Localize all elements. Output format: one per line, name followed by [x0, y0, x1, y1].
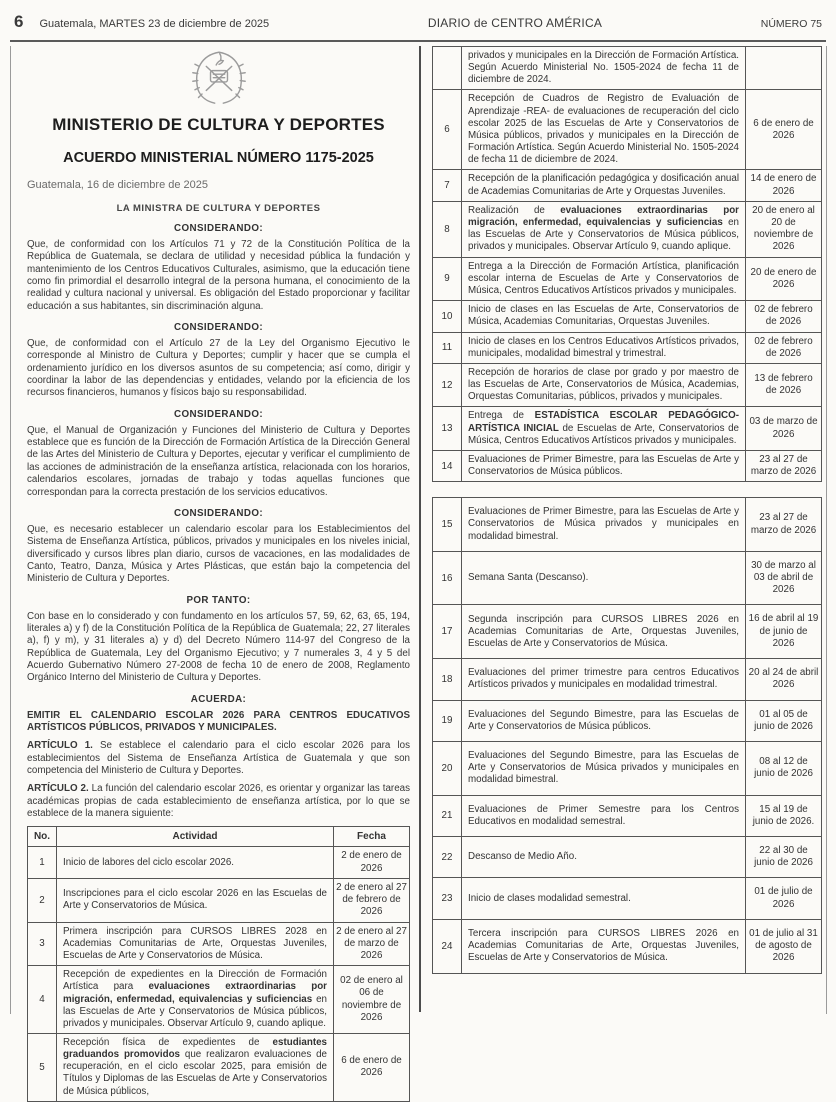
cell-no: 12	[433, 364, 462, 407]
calendar-table-left	[27, 826, 410, 1101]
cell-activity: Recepción de Cuadros de Registro de Evaluación de Aprendizaje -REA- de evaluaciones de recuperación del ciclo escolar 2025 de las Escuelas de Arte y Conservatorios de Música públicos, privados y municipales en la Dirección de Formación Artística. Según Acuerdo Ministerial No. 1505-2024 de fecha 11 de diciembre de 2024.	[462, 90, 746, 170]
cell-fecha: 01 de julio al 31 de agosto de 2026	[746, 919, 822, 973]
col-header-no: No.	[28, 827, 57, 847]
cell-no: 16	[433, 551, 462, 605]
cell-no: 23	[433, 878, 462, 919]
cell-fecha: 23 al 27 de marzo de 2026	[746, 450, 822, 481]
cell-fecha: 14 de enero de 2026	[746, 170, 822, 201]
cell-activity: Inicio de clases en los Centros Educativos Artísticos privados, municipales, modalidad bimestral y trimestral.	[462, 332, 746, 363]
cell-no: 24	[433, 919, 462, 973]
cell-no: 5	[28, 1033, 57, 1101]
paragraph: Que, de conformidad con el Artículo 27 de la Ley del Organismo Ejecutivo le corresponde al Ministro de Cultura y Deportes; cumplir y hacer que se cumpla el ordenamiento jurídico en los diversos asuntos de su competencia; así como, dirigir y coordinar la labor de las dependencias y entidades, velando por la eficiencia de los recursos financieros, humanos y físicos bajo su responsabilidad.	[27, 338, 410, 399]
paragraph: EMITIR EL CALENDARIO ESCOLAR 2026 PARA CENTROS EDUCATIVOS ARTÍSTICOS PÚBLICOS, PRIVADOS Y MUNICIPALES.	[27, 709, 410, 733]
paragraph: ARTÍCULO 1. Se establece el calendario para el ciclo escolar 2026 para los establecimientos del Sistema de Enseñanza Artística de Guatemala y que son competencia del Ministerio de Cultura y Deportes.	[27, 740, 410, 776]
cell-fecha: 13 de febrero de 2026	[746, 364, 822, 407]
cell-activity: Recepción de horarios de clase por grado y por maestro de las Escuelas de Arte, Conservatorios de Música, Academias, Orquestas Comunitarias, públicos, privados y municipales.	[462, 364, 746, 407]
table-row	[433, 201, 822, 257]
cell-no: 9	[433, 257, 462, 300]
section-heading: CONSIDERANDO:	[173, 322, 264, 334]
paragraph: Que, de conformidad con los Artículos 71 y 72 de la Constitución Política de la República de Guatemala, se declara de utilidad y necesidad pública la fundación y mantenimiento de los Centros Educativos Culturales, asimismo, que la educación tiene como fin primordial el desarrollo integral de la persona humana, el conocimiento de la realidad y cultura nacional y universal. Es obligación del Estado proporcionar y facilitar educación a sus habitantes, sin discriminación alguna.	[27, 239, 410, 312]
table-row	[433, 551, 822, 605]
coat-of-arms-icon	[27, 48, 410, 111]
cell-no: 19	[433, 700, 462, 741]
publication-title: DIARIO de CENTRO AMÉRICA	[427, 16, 603, 30]
table-row	[28, 922, 410, 966]
cell-no: 3	[28, 922, 57, 966]
cell-no: 15	[433, 498, 462, 551]
cell-no: 14	[433, 450, 462, 481]
cell-fecha: 2 de enero al 27 de febrero de 2026	[334, 878, 410, 922]
page-frame-left	[10, 46, 11, 1014]
cell-activity: Realización de evaluaciones extraordinarias por migración, enfermedad, equivalencias y suficiencias en las Escuelas de Arte y Conservatorios de Música públicos, privados y municipales. Observar Artículo 9, cuando aplique.	[462, 201, 746, 257]
cell-no	[433, 47, 462, 90]
header-date: Guatemala, MARTES 23 de diciembre de 2025	[39, 18, 270, 30]
cell-fecha: 03 de marzo de 2026	[746, 407, 822, 450]
cell-activity: Evaluaciones del Segundo Bimestre, para las Escuelas de Arte y Conservatorios de Música públicos.	[462, 700, 746, 741]
cell-activity: Evaluaciones de Primer Bimestre, para las Escuelas de Arte y Conservatorios de Música privados y municipales en modalidad bimestral.	[462, 498, 746, 551]
cell-fecha: 08 al 12 de junio de 2026	[746, 742, 822, 795]
cell-activity: Segunda inscripción para CURSOS LIBRES 2026 en Academias Comunitarias de Arte, Orquestas Juveniles, Escuelas de Arte y Conservatorios de Música.	[462, 605, 746, 659]
column-divider	[419, 46, 421, 1012]
table-row	[433, 795, 822, 836]
cell-fecha: 15 al 19 de junio de 2026.	[746, 795, 822, 836]
table-row	[433, 47, 822, 90]
col-header-actividad: Actividad	[57, 827, 334, 847]
section-heading: ACUERDA:	[190, 693, 247, 705]
cell-activity: Inicio de clases en las Escuelas de Arte, Conservatorios de Música, Academias Comunitarias, Orquestas Juveniles.	[462, 301, 746, 332]
cell-activity: Semana Santa (Descanso).	[462, 551, 746, 605]
calendar-table-right-lower	[432, 497, 822, 973]
table-row	[433, 90, 822, 170]
cell-fecha: 20 al 24 de abril 2026	[746, 659, 822, 700]
cell-no: 21	[433, 795, 462, 836]
table-row	[433, 407, 822, 450]
cell-fecha: 2 de enero al 27 de marzo de 2026	[334, 922, 410, 966]
cell-fecha: 01 de julio de 2026	[746, 878, 822, 919]
cell-fecha: 02 de febrero de 2026	[746, 332, 822, 363]
cell-activity: Evaluaciones del primer trimestre para centros Educativos Artísticos privados y municipales en modalidad trimestral.	[462, 659, 746, 700]
document-body	[27, 223, 410, 820]
cell-fecha: 6 de enero de 2026	[334, 1033, 410, 1101]
paragraph: Con base en lo considerado y con fundamento en los artículos 57, 59, 62, 63, 65, 194, literales a) y f) de la Constitución Política de la República de Guatemala; 22, 27 literales a), f) y m), y 31 literales a) y d) del Decreto Número 114-97 del Congreso de la República de Guatemala, Ley del Organismo Ejecutivo; y 7 numerales 3, 4 y 5 del Acuerdo Gubernativo Número 27-2008 de fecha 10 de enero de 2008, Reglamento Orgánico Interno del Ministerio de Cultura y Deportes.	[27, 610, 410, 684]
section-heading: CONSIDERANDO:	[173, 223, 264, 234]
cell-activity: Inicio de labores del ciclo escolar 2026.	[57, 847, 334, 878]
header-rule	[10, 40, 826, 42]
cell-no: 18	[433, 659, 462, 700]
paragraph: ARTÍCULO 2. La función del calendario escolar 2026, es orientar y organizar las tareas académicas propias de cada establecimiento de enseñanza artística, por lo que se establece de la manera siguiente:	[27, 783, 410, 820]
cell-activity: Evaluaciones de Primer Semestre para los Centros Educativos en modalidad semestral.	[462, 795, 746, 836]
cell-no: 13	[433, 407, 462, 450]
authority-line: LA MINISTRA DE CULTURA Y DEPORTES	[116, 203, 321, 214]
left-column	[27, 46, 410, 1102]
paragraph: Que, el Manual de Organización y Funciones del Ministerio de Cultura y Deportes establece que es función de la Dirección de Formación Artística de la Dirección General de las Artes del Ministerio de Cultura y Deportes, ejecutar y verificar el cumplimiento de las acciones de administración de la enseñanza artística, relacionada con los horarios, calendarios escolares, jornadas de trabajo y todas aquellas funciones que correspondan para la correcta prestación de los servicios educativos.	[27, 424, 410, 498]
cell-no: 6	[433, 90, 462, 170]
cell-no: 10	[433, 301, 462, 332]
cell-fecha: 2 de enero de 2026	[334, 847, 410, 878]
cell-activity: Tercera inscripción para CURSOS LIBRES 2026 en Academias Comunitarias de Arte, Orquestas Juveniles, Escuelas de Arte y Conservatorios de Música.	[462, 919, 746, 973]
right-column	[432, 46, 822, 974]
cell-activity: Recepción de expedientes en la Dirección de Formación Artística para evaluaciones extraordinarias por migración, enfermedad, equivalencias y suficiencias en las Escuelas de Arte y Conservatorios de Música públicos, privados y municipales. Observar Artículo 9, cuando aplique.	[57, 966, 334, 1034]
table-row	[433, 605, 822, 659]
cell-activity: Evaluaciones del Segundo Bimestre, para las Escuelas de Arte y Conservatorios de Música privados y municipales en modalidad bimestral.	[462, 742, 746, 795]
cell-fecha: 02 de febrero de 2026	[746, 301, 822, 332]
table-row	[433, 170, 822, 201]
table-header-row	[28, 827, 410, 847]
cell-fecha: 22 al 30 de junio de 2026	[746, 837, 822, 878]
table-row	[433, 332, 822, 363]
cell-activity: Evaluaciones de Primer Bimestre, para las Escuelas de Arte y Conservatorios de Música públicos.	[462, 450, 746, 481]
cell-no: 7	[433, 170, 462, 201]
cell-activity: Entrega a la Dirección de Formación Artística, planificación escolar interna de Escuelas de Arte y Conservatorios de Música, Centros Educativos Artísticos privados y municipales.	[462, 257, 746, 300]
cell-fecha: 01 al 05 de junio de 2026	[746, 700, 822, 741]
table-row	[433, 878, 822, 919]
table-row	[28, 966, 410, 1034]
table-row	[28, 878, 410, 922]
page-number: 6	[14, 12, 24, 31]
section-heading: POR TANTO:	[186, 594, 251, 606]
cell-fecha: 30 de marzo al 03 de abril de 2026	[746, 551, 822, 605]
cell-fecha: 23 al 27 de marzo de 2026	[746, 498, 822, 551]
ministry-title: MINISTERIO DE CULTURA Y DEPORTES	[52, 115, 385, 134]
table-row	[433, 919, 822, 973]
cell-fecha: 20 de enero de 2026	[746, 257, 822, 300]
table-row	[433, 837, 822, 878]
cell-activity: Inicio de clases modalidad semestral.	[462, 878, 746, 919]
table-row	[433, 450, 822, 481]
page-header	[14, 12, 822, 32]
table-row	[433, 498, 822, 551]
cell-no: 20	[433, 742, 462, 795]
cell-activity: Recepción de la planificación pedagógica y dosificación anual de Academias Comunitarias de Arte y Orquestas Juveniles.	[462, 170, 746, 201]
issue-number: NÚMERO 75	[760, 18, 822, 30]
cell-no: 11	[433, 332, 462, 363]
cell-fecha	[746, 47, 822, 90]
cell-activity: Primera inscripción para CURSOS LIBRES 2028 en Academias Comunitarias de Arte, Orquestas Juveniles, Escuelas de Arte y Conservatorios de Música.	[57, 922, 334, 966]
table-row	[433, 742, 822, 795]
cell-activity: Recepción física de expedientes de estudiantes graduandos promovidos que realizaron evaluaciones de recuperación, en el ciclo escolar 2025, para emisión de Títulos y Diplomas de las Escuelas de Arte y Conservatorios de Música públicos,	[57, 1033, 334, 1101]
cell-fecha: 20 de enero al 20 de noviembre de 2026	[746, 201, 822, 257]
cell-no: 4	[28, 966, 57, 1034]
acuerdo-title: ACUERDO MINISTERIAL NÚMERO 1175-2025	[63, 150, 374, 166]
table-row	[433, 257, 822, 300]
table-row	[433, 700, 822, 741]
cell-no: 17	[433, 605, 462, 659]
table-row	[433, 301, 822, 332]
cell-fecha: 02 de enero al 06 de noviembre de 2026	[334, 966, 410, 1034]
cell-activity: Descanso de Medio Año.	[462, 837, 746, 878]
table-row	[433, 364, 822, 407]
cell-activity: Entrega de ESTADÍSTICA ESCOLAR PEDAGÓGICO-ARTÍSTICA INICIAL de Escuelas de Arte, Conservatorios de Música, Centros Educativos Artísticos privados y municipales.	[462, 407, 746, 450]
section-heading: CONSIDERANDO:	[173, 507, 264, 519]
cell-fecha: 6 de enero de 2026	[746, 90, 822, 170]
calendar-table-right-upper	[432, 46, 822, 482]
page-frame-right	[826, 46, 827, 1014]
table-row	[433, 659, 822, 700]
cell-no: 22	[433, 837, 462, 878]
cell-no: 1	[28, 847, 57, 878]
section-heading: CONSIDERANDO:	[173, 408, 264, 420]
cell-activity: Inscripciones para el ciclo escolar 2026 en las Escuelas de Arte y Conservatorios de Música.	[57, 878, 334, 922]
table-row	[28, 847, 410, 878]
cell-fecha: 16 de abril al 19 de junio de 2026	[746, 605, 822, 659]
paragraph: Que, es necesario establecer un calendario escolar para los Establecimientos del Sistema de Enseñanza Artística, públicos, privados y municipales en los niveles inicial, diversificado y cursos libres plan diario, cursos de vacaciones, en las modalidades de Canto, Teatro, Danza, Música y Artes Plásticas, que están bajo la competencia del Ministerio de Cultura y Deportes.	[27, 523, 410, 585]
col-header-fecha: Fecha	[334, 827, 410, 847]
table-row	[28, 1033, 410, 1101]
cell-no: 8	[433, 201, 462, 257]
cell-activity: privados y municipales en la Dirección de Formación Artística. Según Acuerdo Ministerial No. 1505-2024 de fecha 11 de diciembre de 2024.	[462, 47, 746, 90]
cell-no: 2	[28, 878, 57, 922]
place-date: Guatemala, 16 de diciembre de 2025	[27, 179, 209, 191]
